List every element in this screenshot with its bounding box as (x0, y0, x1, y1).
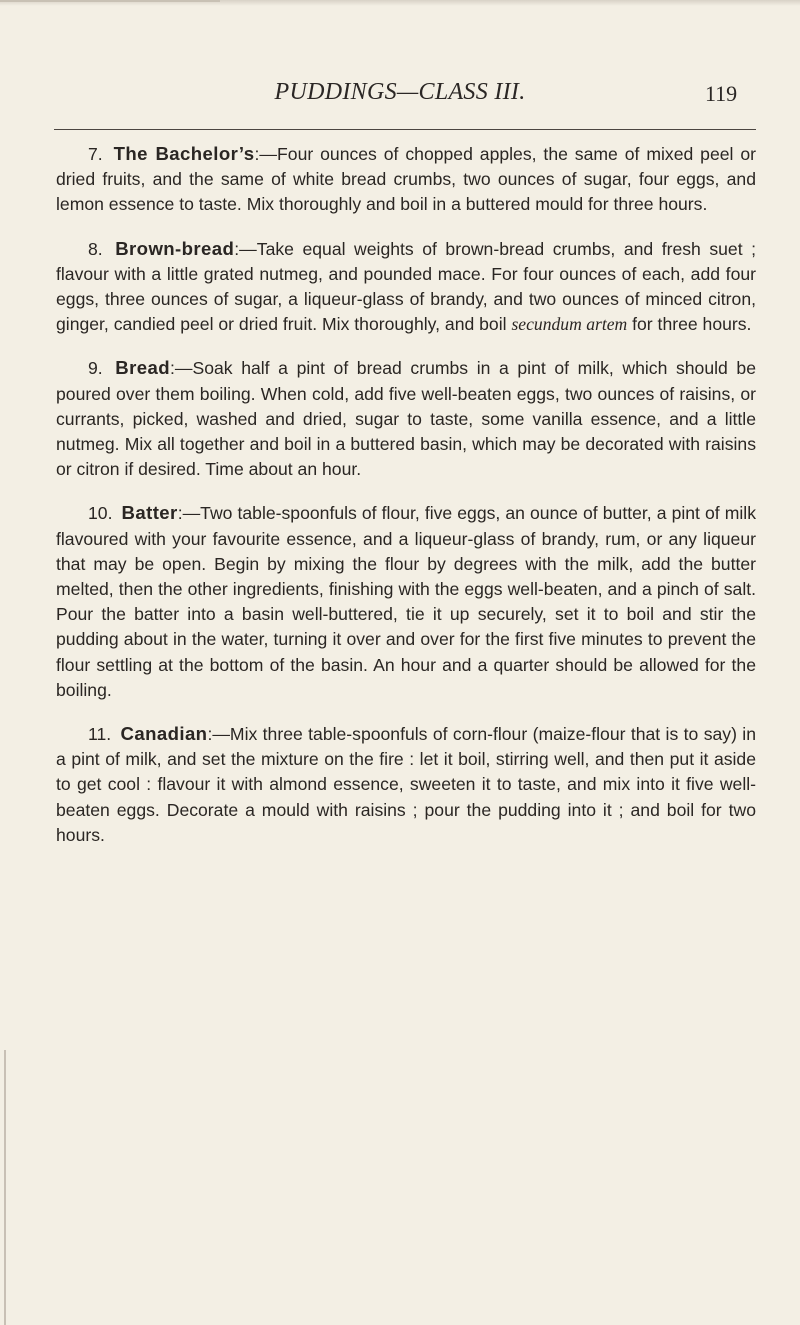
recipe-text: Two table-spoonfuls of flour, five eggs, an ounce of butter, a pint of milk flavoured with your favourite essence, and a liqueur-glass of brandy, rum, or any liqueur that may be open. Begin by mixing the flour by degrees with the milk, add the butter melted, then the other ingredients, finishing with the eggs well-beaten, and a pinch of salt. Pour the batter into a basin well-buttered, tie it up securely, set it to boil and stir the pudding about in the water, turning it over and over for the first five minutes to prevent the flour settling at the bottom of the basin. An hour and a quarter should be allowed for the boiling. (56, 503, 756, 700)
recipe-separator: :— (177, 503, 201, 524)
page-number: 119 (705, 81, 738, 106)
recipe-11 (56, 721, 756, 848)
recipe-list (56, 141, 756, 848)
recipe-text-start: Take equal weights of brown-bread crumbs, and fresh suet ; flavour with a little grated nutmeg, and pounded mace. For four ounces of each, add four eggs, three ounces of sugar, a liqueur-glass of brandy, and two ounces of minced citron, ginger, candied peel or dried fruit. Mix thoroughly, and boil (56, 238, 757, 335)
running-head (150, 79, 800, 119)
recipe-title: The Bachelor’s (113, 143, 255, 164)
recipe-separator: :— (254, 144, 278, 164)
recipe-italic-phrase: secundum artem (511, 314, 628, 335)
recipe-text: Four ounces of chopped apples, the same of mixed peel or dried fruits, and the same of white bread crumbs, two ounces of sugar, four eggs, and lemon essence to taste. Mix thoroughly and boil in a buttered mould for three hours. (56, 144, 756, 215)
page-corner-mark (0, 0, 220, 2)
recipe-number: 7. (88, 144, 103, 164)
recipe-title: Canadian (120, 723, 208, 745)
recipe-number: 9. (88, 358, 103, 379)
recipe-number: 11. (88, 724, 112, 745)
running-title: PUDDINGS—CLASS III. (274, 79, 526, 105)
recipe-title: Bread (115, 357, 171, 379)
recipe-text: Soak half a pint of bread crumbs in a pint of milk, which should be poured over them boiling. When cold, add five well-beaten eggs, two ounces of raisins, or currants, picked, washed and dried, sugar to taste, some vanilla essence, and a little nutmeg. Mix all together and boil in a buttered basin, which may be decorated with raisins or citron if desired. Time about an hour. (56, 358, 756, 480)
recipe-7 (56, 141, 756, 218)
recipe-10 (56, 500, 756, 703)
recipe-title: Batter (121, 502, 178, 524)
recipe-text: Mix three table-spoonfuls of corn-flour (maize-flour that is to say) in a pint of milk, and set the mixture on the fire : let it boil, stirring well, and then put it aside to get cool : flavour it with almond essence, sweeten it to taste, and mix into it five well-beaten eggs. Decorate a mould with raisins ; pour the pudding into it ; and boil for two hours. (56, 724, 757, 845)
recipe-8 (56, 236, 756, 338)
recipe-title: Brown-bread (115, 237, 235, 259)
page-spine-shadow (4, 1050, 6, 1325)
recipe-separator: :— (170, 358, 193, 379)
recipe-number: 8. (88, 238, 103, 259)
recipe-separator: :— (234, 238, 257, 259)
recipe-separator: :— (207, 724, 230, 745)
header-rule (54, 129, 756, 130)
recipe-number: 10. (88, 503, 113, 524)
recipe-9 (56, 355, 756, 482)
recipe-text-end: for three hours. (627, 314, 752, 335)
